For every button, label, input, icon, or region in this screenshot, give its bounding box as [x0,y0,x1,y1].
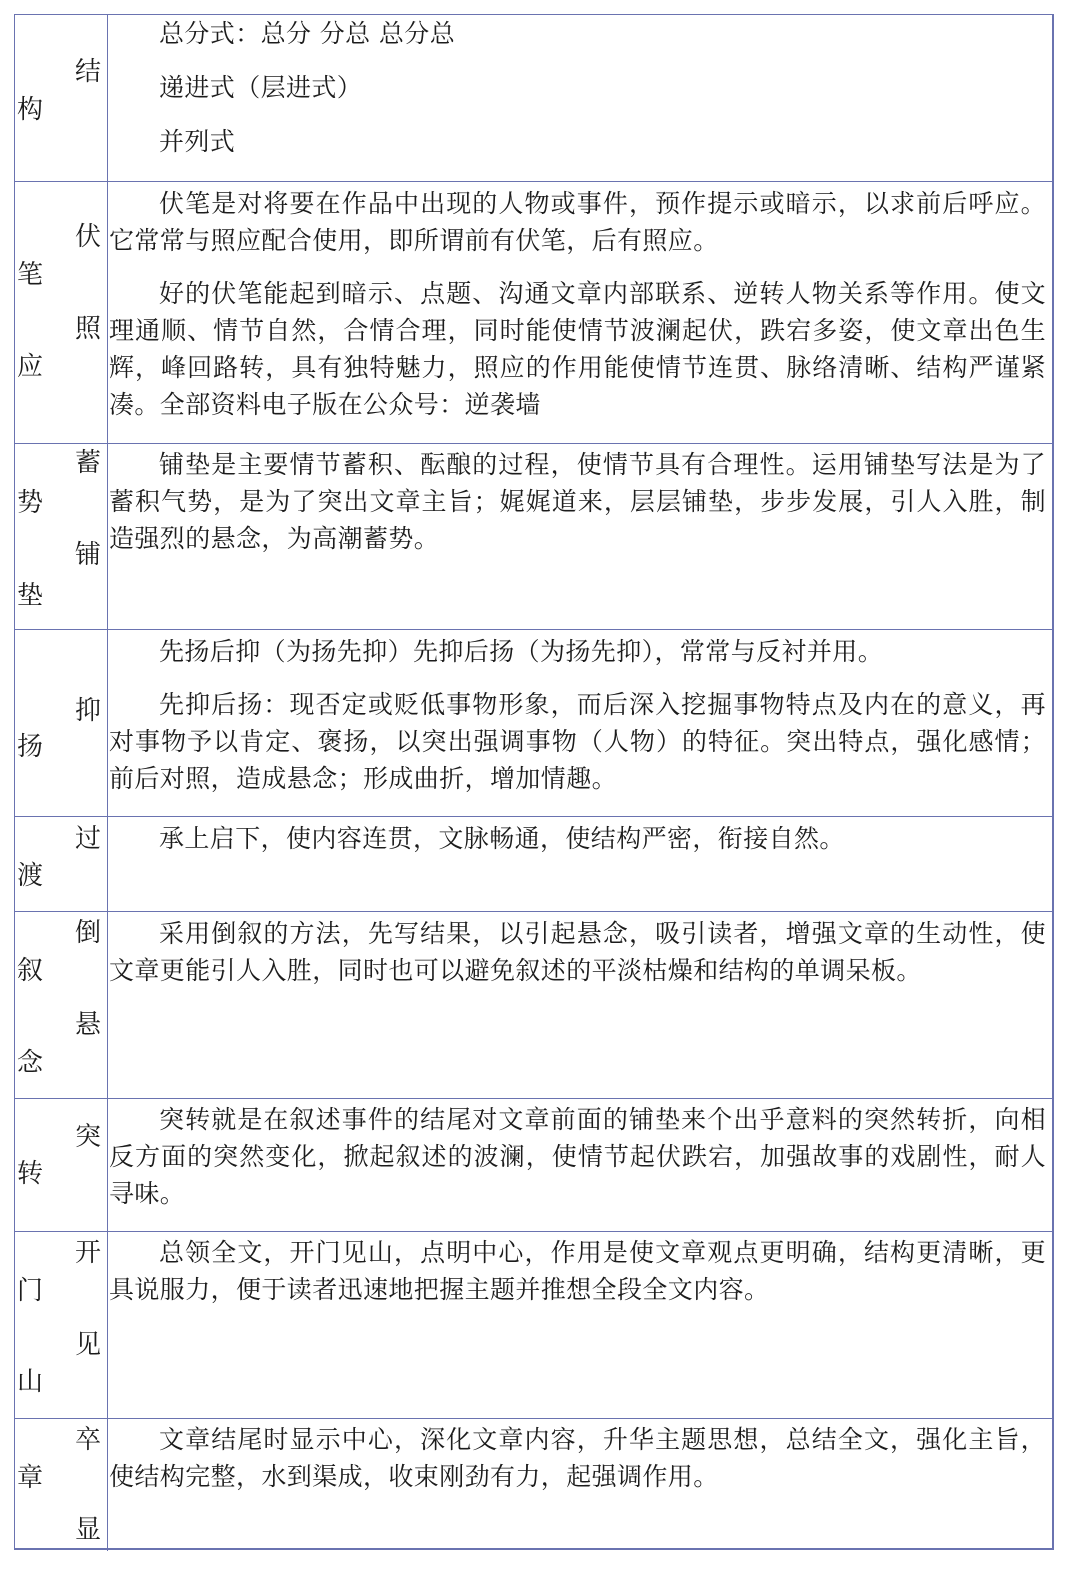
row-content [109,1101,1046,1212]
row-content [109,185,1046,423]
row-label-char: 抑 [74,696,101,726]
table-row-ending-theme [15,1419,1052,1551]
column-divider [107,817,108,911]
column-divider [107,1099,108,1231]
content-paragraph: 好的伏笔能起到暗示、点题、沟通文章内部联系、逆转人物关系等作用。使文理通顺、情节自然，合情合理，同时能使情节波澜起伏，跌宕多姿，使文章出色生辉，峰回路转，具有独特魅力，照应的作用能使情节连贯、脉络清晰、结构严谨紧凑。全部资料电子版在公众号：逆袭墙 [109,279,1046,419]
row-label-char: 悬 [74,1010,101,1040]
table-row-structure [15,15,1052,182]
row-content [109,1234,1046,1308]
row-content [109,820,1046,857]
content-paragraph: 伏笔是对将要在作品中出现的人物或事件，预作提示或暗示，以求前后呼应。它常常与照应配合使用，即所谓前有伏笔，后有照应。 [109,189,1046,255]
row-label-char: 构 [16,95,43,125]
column-divider [107,182,108,443]
row-label-char: 开 [74,1238,101,1268]
row-label-char: 笔 [16,260,43,290]
table-row-contrast [15,630,1052,817]
row-label-char: 倒 [74,918,101,948]
row-label-char: 渡 [16,861,43,891]
row-label-char: 扬 [16,732,43,762]
row-label-char: 势 [16,488,43,518]
column-divider [107,444,108,629]
table-row-flashback [15,912,1052,1099]
column-divider [107,630,108,816]
content-line: 并列式 [159,127,236,156]
row-content [109,446,1046,557]
row-label-char: 垫 [16,581,43,611]
row-label-char: 章 [16,1463,43,1493]
content-line: 总分式：总分 分总 总分总 [159,19,456,48]
column-divider [107,15,108,181]
content-paragraph: 文章结尾时显示中心，深化文章内容，升华主题思想，总结全文，强化主旨，使结构完整，水到渠成，收束刚劲有力，起强调作用。 [109,1425,1046,1491]
table-row-foreshadowing [15,182,1052,444]
row-label-char: 叙 [16,956,43,986]
row-label-char: 卒 [74,1425,101,1455]
row-label-char: 显 [74,1515,101,1545]
column-divider [107,1232,108,1418]
row-content [109,1421,1046,1495]
row-label-char: 过 [74,824,101,854]
row-label-char: 伏 [74,222,101,252]
content-paragraph: 先扬后抑（为扬先抑）先抑后扬（为扬先抑），常常与反衬并用。 [159,637,884,666]
content-paragraph: 突转就是在叙述事件的结尾对文章前面的铺垫来个出乎意料的突然转折，向相反方面的突然变化，掀起叙述的波澜，使情节起伏跌宕，加强故事的戏剧性，耐人寻味。 [109,1105,1046,1208]
content-paragraph: 铺垫是主要情节蓄积、酝酿的过程，使情节具有合理性。运用铺垫写法是为了蓄积气势，是为了突出文章主旨；娓娓道来，层层铺垫，步步发展，引人入胜，制造强烈的悬念，为高潮蓄势。 [109,450,1046,553]
technique-table [14,14,1054,1550]
row-label-char: 应 [16,352,43,382]
row-content [109,7,1046,169]
row-label-char: 结 [74,57,101,87]
row-label-char: 门 [16,1276,43,1306]
content-line: 递进式（层进式） [159,73,363,102]
content-paragraph: 承上启下，使内容连贯，文脉畅通，使结构严密，衔接自然。 [159,824,845,853]
column-divider [107,1419,108,1551]
column-divider [107,912,108,1098]
content-paragraph: 采用倒叙的方法，先写结果，以引起悬念，吸引读者，增强文章的生动性，使文章更能引人入胜，同时也可以避免叙述的平淡枯燥和结构的单调呆板。 [109,919,1046,985]
table-row-transition [15,817,1052,912]
table-row-straight-opening [15,1232,1052,1419]
row-label-char: 转 [16,1159,43,1189]
row-label-char: 铺 [74,540,101,570]
content-paragraph: 总领全文，开门见山，点明中心，作用是使文章观点更明确，结构更清晰，更具说服力，便于读者迅速地把握主题并推想全段全文内容。 [109,1238,1046,1304]
row-label-char: 蓄 [74,448,101,478]
row-label-char: 照 [74,314,101,344]
row-label-char: 山 [16,1367,43,1397]
row-content [109,633,1046,797]
row-label-char: 见 [74,1330,101,1360]
table-row-sudden-turn [15,1099,1052,1232]
row-content [109,915,1046,989]
row-label-char: 突 [74,1122,101,1152]
content-paragraph: 先抑后扬：现否定或贬低事物形象，而后深入挖掘事物特点及内在的意义，再对事物予以肯定、褒扬，以突出强调事物（人物）的特征。突出特点，强化感情；前后对照，造成悬念；形成曲折，增加情趣。 [109,690,1046,793]
table-row-buildup [15,444,1052,630]
row-label-char: 念 [16,1048,43,1078]
